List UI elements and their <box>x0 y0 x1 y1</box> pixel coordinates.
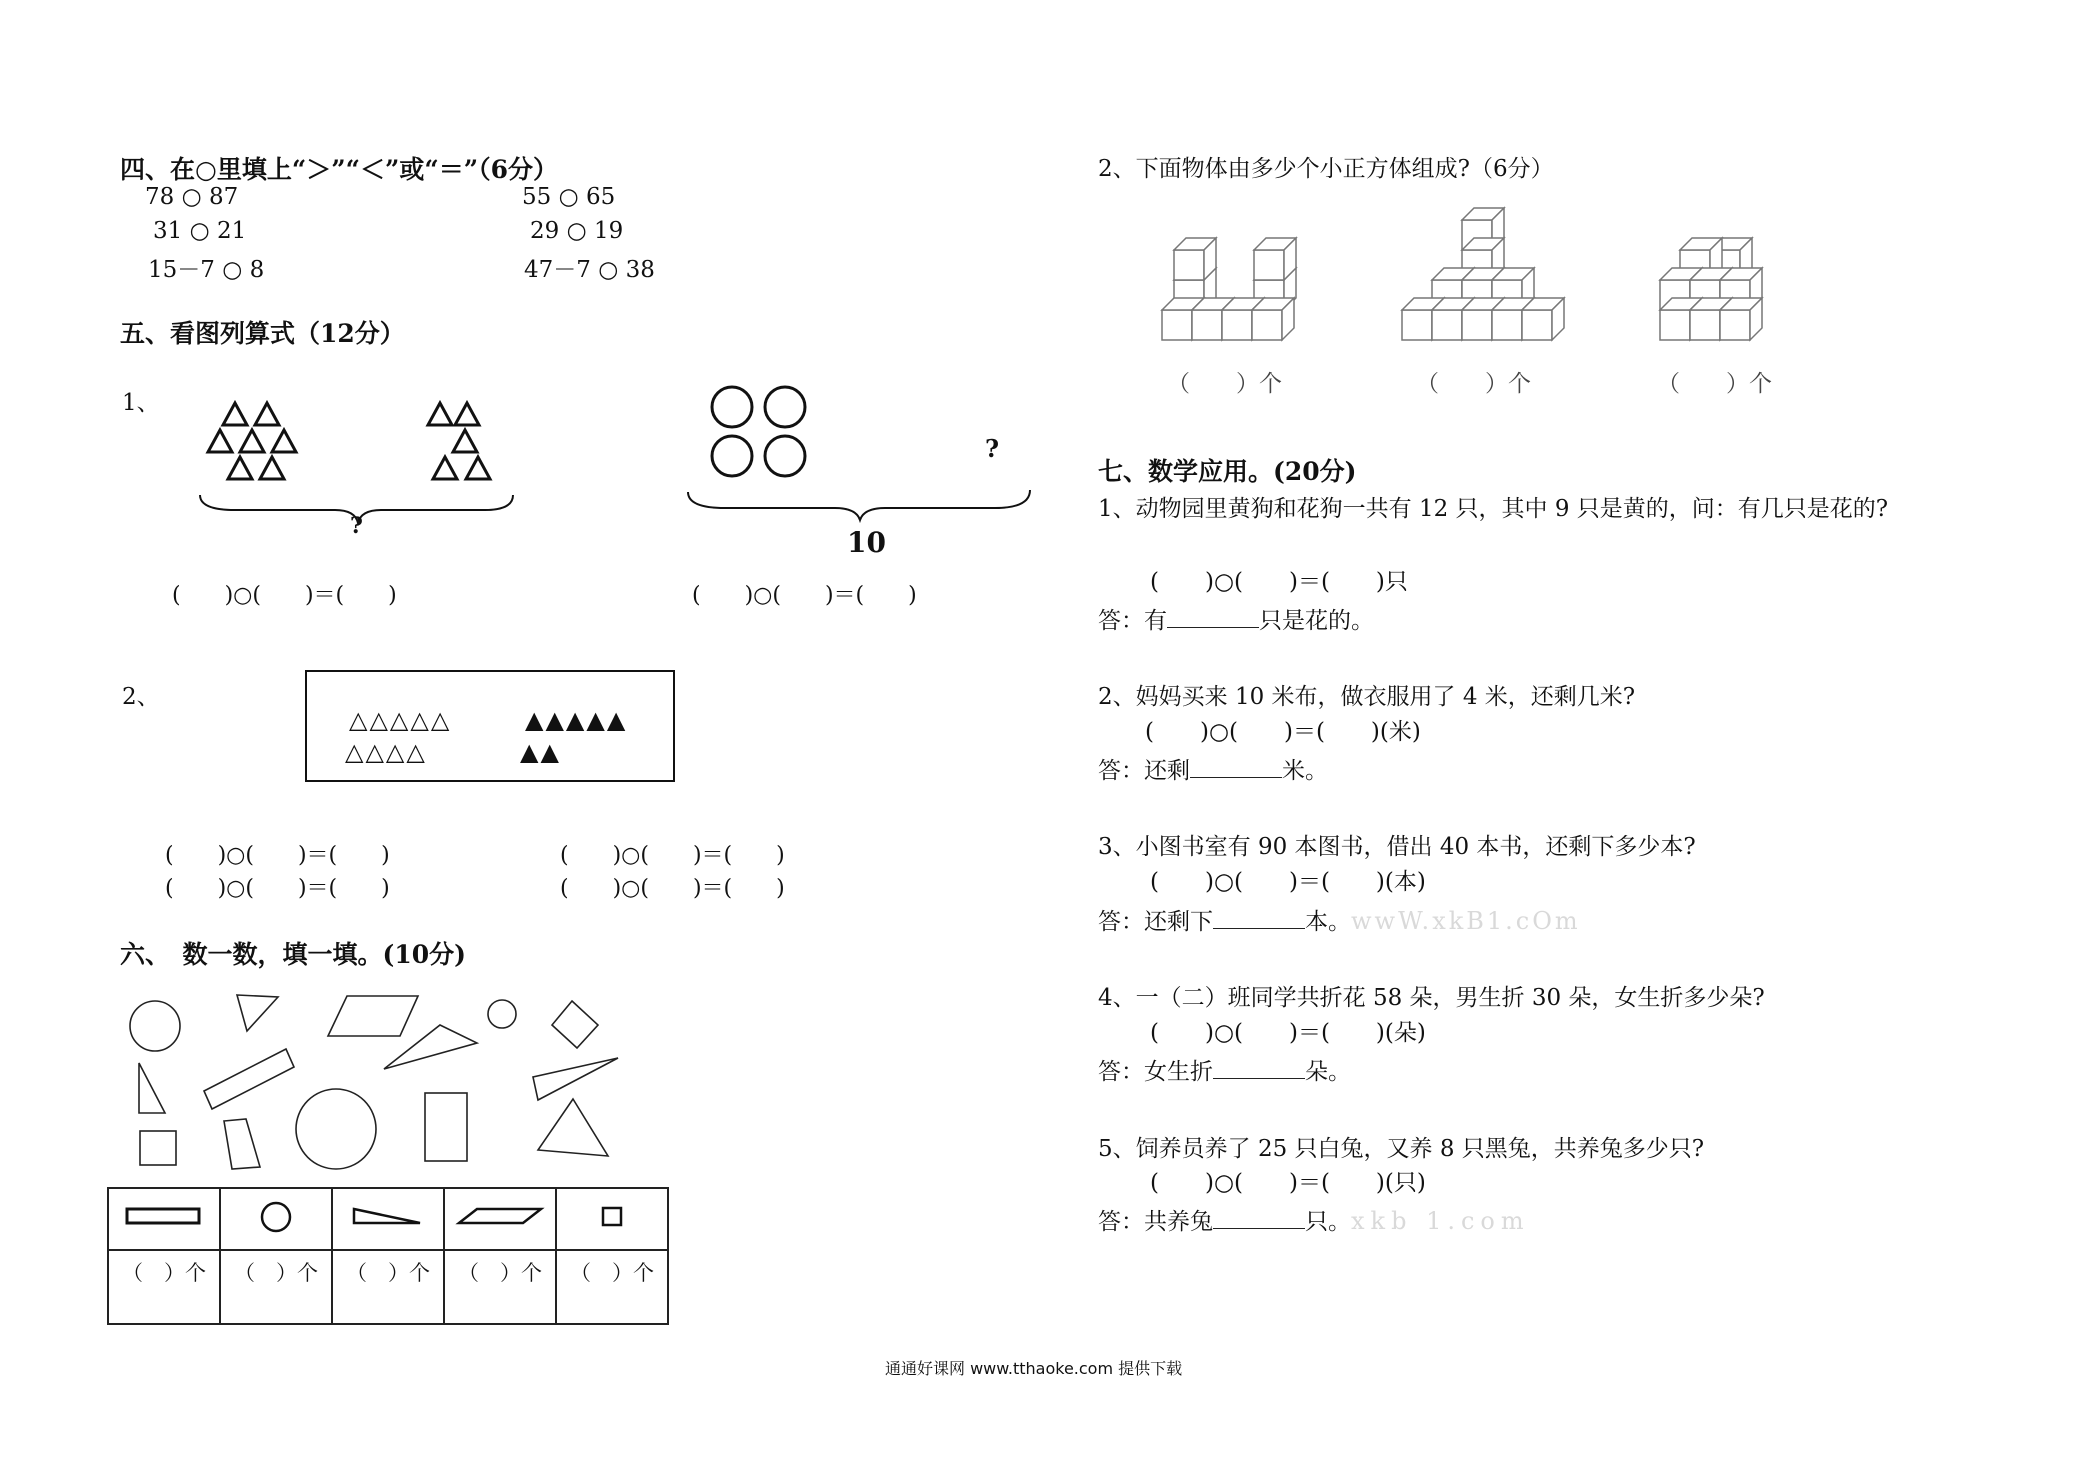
open-triangles: △△△△△ <box>349 706 452 734</box>
formula-line: ( )○( )＝( ) <box>165 876 390 901</box>
problem-text: 1、动物园里黄狗和花狗一共有 12 只，其中 9 只是黄的，问：有几只是花的? <box>1098 496 1889 522</box>
question-number: 2、 <box>122 684 160 710</box>
header-triangle <box>332 1188 444 1250</box>
question-number: 1、 <box>122 390 160 416</box>
answer-blank[interactable] <box>1190 755 1282 778</box>
watermark: xkb 1.com <box>1351 1207 1530 1235</box>
compare-item: 47－7 ○ 38 <box>524 257 655 283</box>
compare-item: 15－7 ○ 8 <box>148 257 265 283</box>
total-label: 10 <box>847 526 886 559</box>
triangle-icon <box>354 1209 420 1223</box>
section-5-title: 五、看图列算式（12分） <box>120 319 405 348</box>
count-input[interactable]: （ ）个 <box>332 1250 444 1324</box>
problem-text: 5、饲养员养了 25 只白兔，又养 8 只黑兔，共养兔多少只? <box>1098 1136 1705 1162</box>
filled-triangles: ▲▲▲▲▲ <box>525 706 628 734</box>
section-6-title: 六、 数一数，填一填。(10分) <box>120 940 466 969</box>
answer-prefix: 答：还剩 <box>1098 758 1190 784</box>
unknown-mark: ? <box>985 434 1000 463</box>
watermark: wwW.xkB1.cOm <box>1351 907 1581 935</box>
section-7-title: 七、数学应用。(20分) <box>1098 457 1357 486</box>
header-parallelogram <box>444 1188 556 1250</box>
rectangle-icon <box>127 1209 199 1223</box>
answer-suffix: 朵。 <box>1305 1059 1351 1085</box>
problem-text: 4、一（二）班同学共折花 58 朵，男生折 30 朵，女生折多少朵? <box>1098 985 1765 1011</box>
formula-line: ( )○( )＝( ) <box>560 876 785 901</box>
answer-prefix: 答：共养兔 <box>1098 1209 1213 1235</box>
mixed-shapes-figure <box>120 985 640 1185</box>
problem-formula[interactable]: ( )○( )＝( )(只) <box>1150 1170 1426 1196</box>
formula-line: ( )○( )＝( ) <box>560 843 785 868</box>
answer-suffix: 米。 <box>1282 758 1328 784</box>
count-input[interactable]: （ ）个 <box>220 1250 332 1324</box>
answer-blank[interactable] <box>1213 1056 1305 1079</box>
cube-figures <box>1150 200 1800 350</box>
page-footer: 通通好课网 www.tthaoke.com 提供下载 <box>885 1359 1183 1378</box>
header-rectangle <box>108 1188 220 1250</box>
count-input[interactable]: （ ）个 <box>444 1250 556 1324</box>
answer-suffix: 本。 <box>1305 909 1351 935</box>
compare-item: 55 ○ 65 <box>522 184 616 210</box>
count-input[interactable]: （ ）个 <box>108 1250 220 1324</box>
problem-formula[interactable]: ( )○( )＝( )(米) <box>1145 719 1421 745</box>
count-input[interactable]: （ ）个 <box>556 1250 668 1324</box>
problem-formula[interactable]: ( )○( )＝( )(本) <box>1150 869 1426 895</box>
cube-answer[interactable]: （ ）个 <box>1657 371 1772 397</box>
answer-prefix: 答：有 <box>1098 608 1167 634</box>
problem-formula[interactable]: ( )○( )＝( )只 <box>1150 569 1408 595</box>
answer-suffix: 只。 <box>1305 1209 1351 1235</box>
unknown-mark: ? <box>350 513 363 539</box>
filled-triangles: ▲▲ <box>520 738 561 766</box>
cube-answer[interactable]: （ ）个 <box>1167 371 1282 397</box>
answer-blank[interactable] <box>1213 906 1305 929</box>
formula-line: ( )○( )＝( ) <box>172 583 397 608</box>
compare-item: 78 ○ 87 <box>145 184 239 210</box>
compare-item: 29 ○ 19 <box>530 218 624 244</box>
compare-item: 31 ○ 21 <box>153 218 247 244</box>
shape-count-table <box>107 1187 669 1325</box>
answer-prefix: 答：还剩下 <box>1098 909 1213 935</box>
parallelogram-icon <box>459 1209 541 1223</box>
cube-answer[interactable]: （ ）个 <box>1416 371 1531 397</box>
answer-blank[interactable] <box>1213 1206 1305 1229</box>
circle-icon <box>262 1203 290 1231</box>
cube-question-title: 2、下面物体由多少个小正方体组成?（6分） <box>1098 156 1554 182</box>
header-circle <box>220 1188 332 1250</box>
problem-formula[interactable]: ( )○( )＝( )(朵) <box>1150 1020 1426 1046</box>
answer-prefix: 答：女生折 <box>1098 1059 1213 1085</box>
header-square <box>556 1188 668 1250</box>
formula-line: ( )○( )＝( ) <box>692 583 917 608</box>
answer-blank[interactable] <box>1167 605 1259 628</box>
section-4-title: 四、在○里填上“＞”“＜”或“＝”（6分） <box>120 155 558 184</box>
answer-suffix: 只是花的。 <box>1259 608 1374 634</box>
problem-text: 3、小图书室有 90 本图书，借出 40 本书，还剩下多少本? <box>1098 834 1696 860</box>
formula-line: ( )○( )＝( ) <box>165 843 390 868</box>
square-icon <box>603 1208 621 1225</box>
problem-text: 2、妈妈买来 10 米布，做衣服用了 4 米，还剩几米? <box>1098 684 1636 710</box>
triangle-box <box>305 670 675 782</box>
open-triangles: △△△△ <box>345 738 427 766</box>
